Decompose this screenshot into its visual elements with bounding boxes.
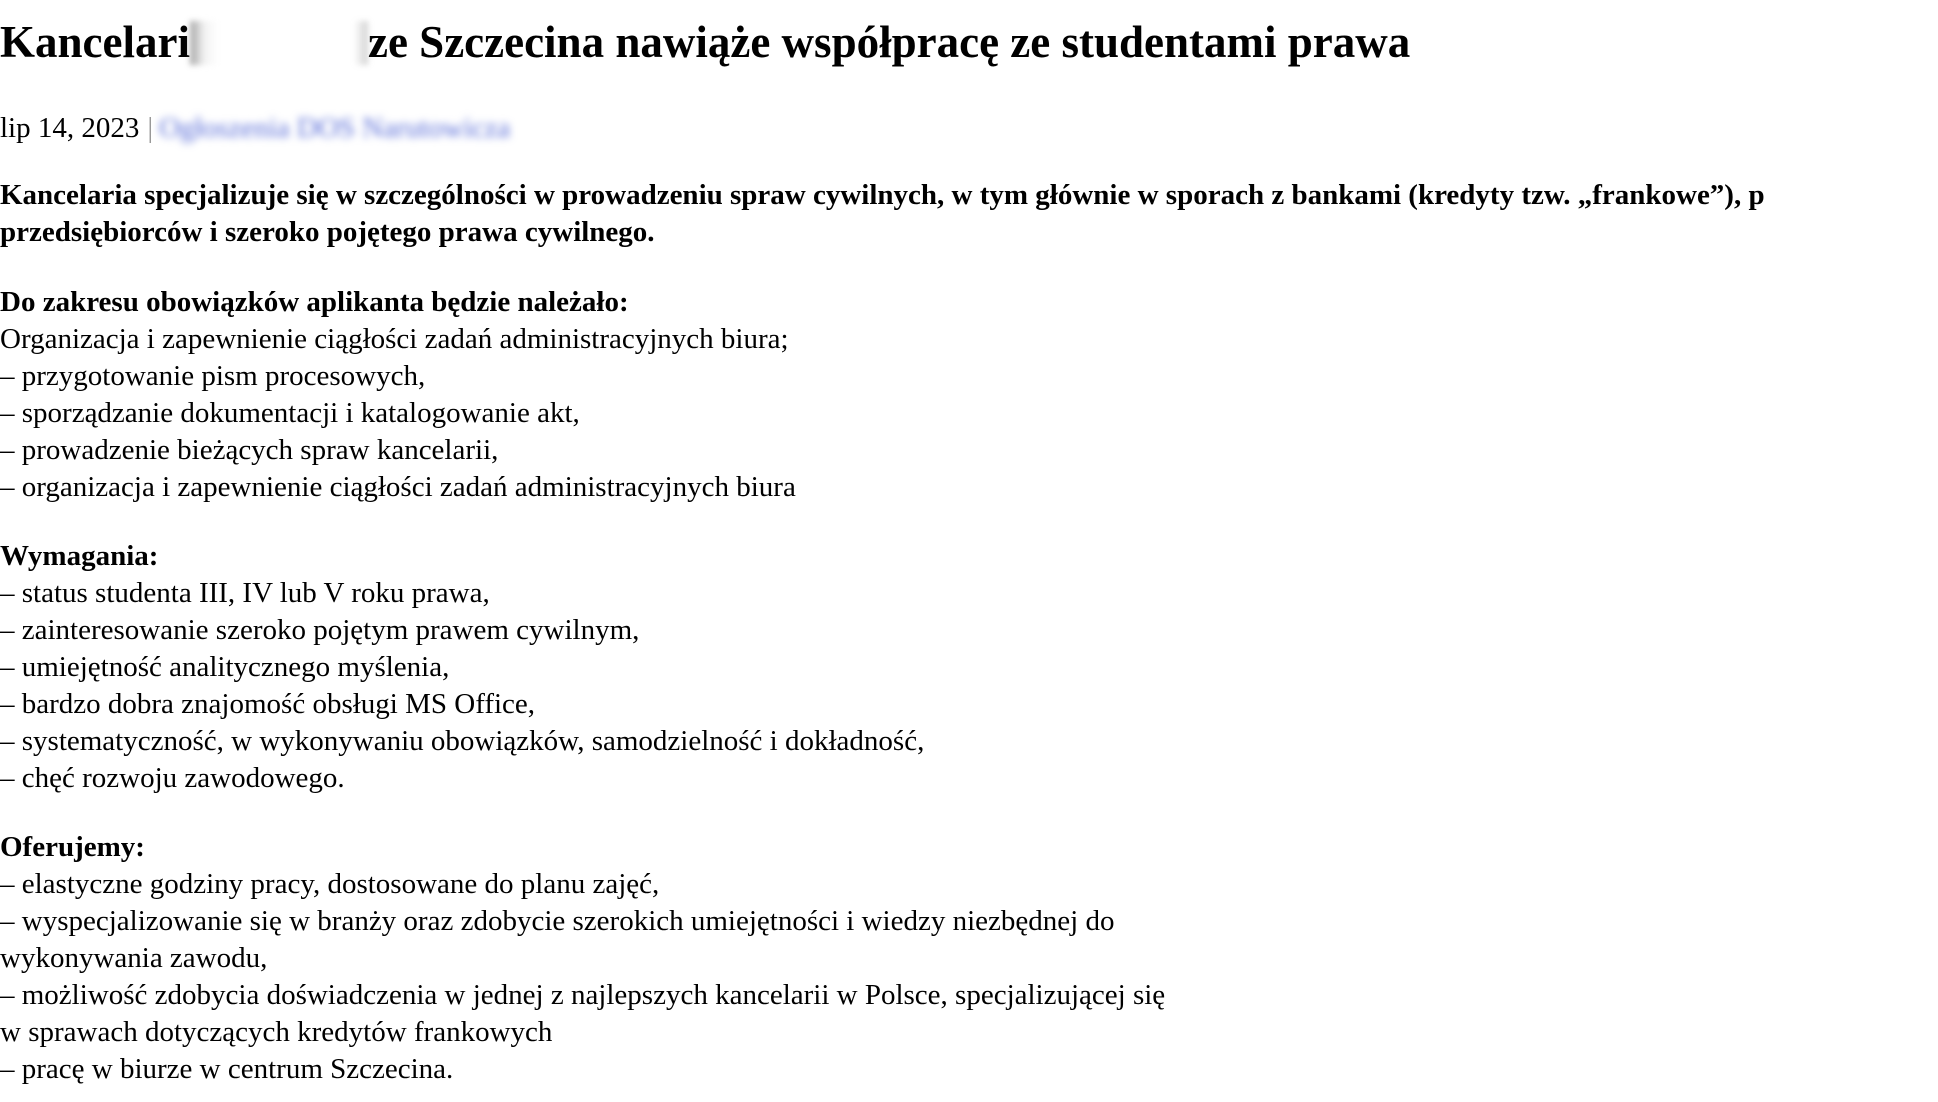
requirements-heading: Wymagania: [0, 540, 159, 572]
article-meta [0, 108, 510, 148]
offer-item: – pracę w biurze w centrum Szczecina. [0, 1053, 454, 1085]
article-title-end: ze Szczecina nawiąże współpracę ze studentami prawa [367, 17, 1411, 67]
requirements-item: – systematyczność, w wykonywaniu obowiązków, samodzielność i dokładność, [0, 725, 925, 757]
requirements-item: – umiejętność analitycznego myślenia, [0, 651, 450, 683]
duties-item: – prowadzenie bieżących spraw kancelarii, [0, 434, 499, 466]
author-link[interactable]: Ogłoszenia DOS Narutowicza [159, 112, 511, 144]
duties-heading: Do zakresu obowiązków aplikanta będzie należało: [0, 286, 629, 318]
offer-item: – elastyczne godziny pracy, dostosowane do planu zajęć, [0, 868, 660, 900]
duties-item: – przygotowanie pism procesowych, [0, 360, 426, 392]
offer-item: wykonywania zawodu, [0, 942, 268, 974]
requirements-item: – chęć rozwoju zawodowego. [0, 762, 345, 794]
offer-item: – wyspecjalizowanie się w branży oraz zdobycie szerokich umiejętności i wiedzy niezbędnej do [0, 905, 1115, 937]
duties-item: – sporządzanie dokumentacji i katalogowanie akt, [0, 397, 580, 429]
meta-separator: | [147, 112, 154, 144]
duties-item: Organizacja i zapewnienie ciągłości zadań administracyjnych biura; [0, 323, 789, 355]
offer-item: – możliwość zdobycia doświadczenia w jednej z najlepszych kancelarii w Polsce, specjalizującej się [0, 979, 1166, 1011]
offer-item: w sprawach dotyczących kredytów frankowych [0, 1016, 553, 1048]
lead-line-1: Kancelaria specjalizuje się w szczególności w prowadzeniu spraw cywilnych, w tym głównie w sporach z bankami (kredyty tzw. „frankowe”), p [0, 179, 1765, 211]
redacted-name-blur [190, 21, 368, 65]
article-title [0, 14, 1410, 70]
offer-section [0, 829, 1165, 1088]
lead-paragraph [0, 177, 1938, 251]
offer-heading: Oferujemy: [0, 831, 145, 863]
post-date: lip 14, 2023 [0, 112, 140, 144]
duties-item: – organizacja i zapewnienie ciągłości zadań administracyjnych biura [0, 471, 796, 503]
lead-line-2: przedsiębiorców i szeroko pojętego prawa cywilnego. [0, 216, 655, 248]
duties-section [0, 284, 796, 506]
requirements-section [0, 538, 924, 797]
requirements-item: – bardzo dobra znajomość obsługi MS Office, [0, 688, 536, 720]
article-title-start: Kancelari [0, 17, 190, 67]
requirements-item: – zainteresowanie szeroko pojętym prawem cywilnym, [0, 614, 640, 646]
requirements-item: – status studenta III, IV lub V roku prawa, [0, 577, 490, 609]
